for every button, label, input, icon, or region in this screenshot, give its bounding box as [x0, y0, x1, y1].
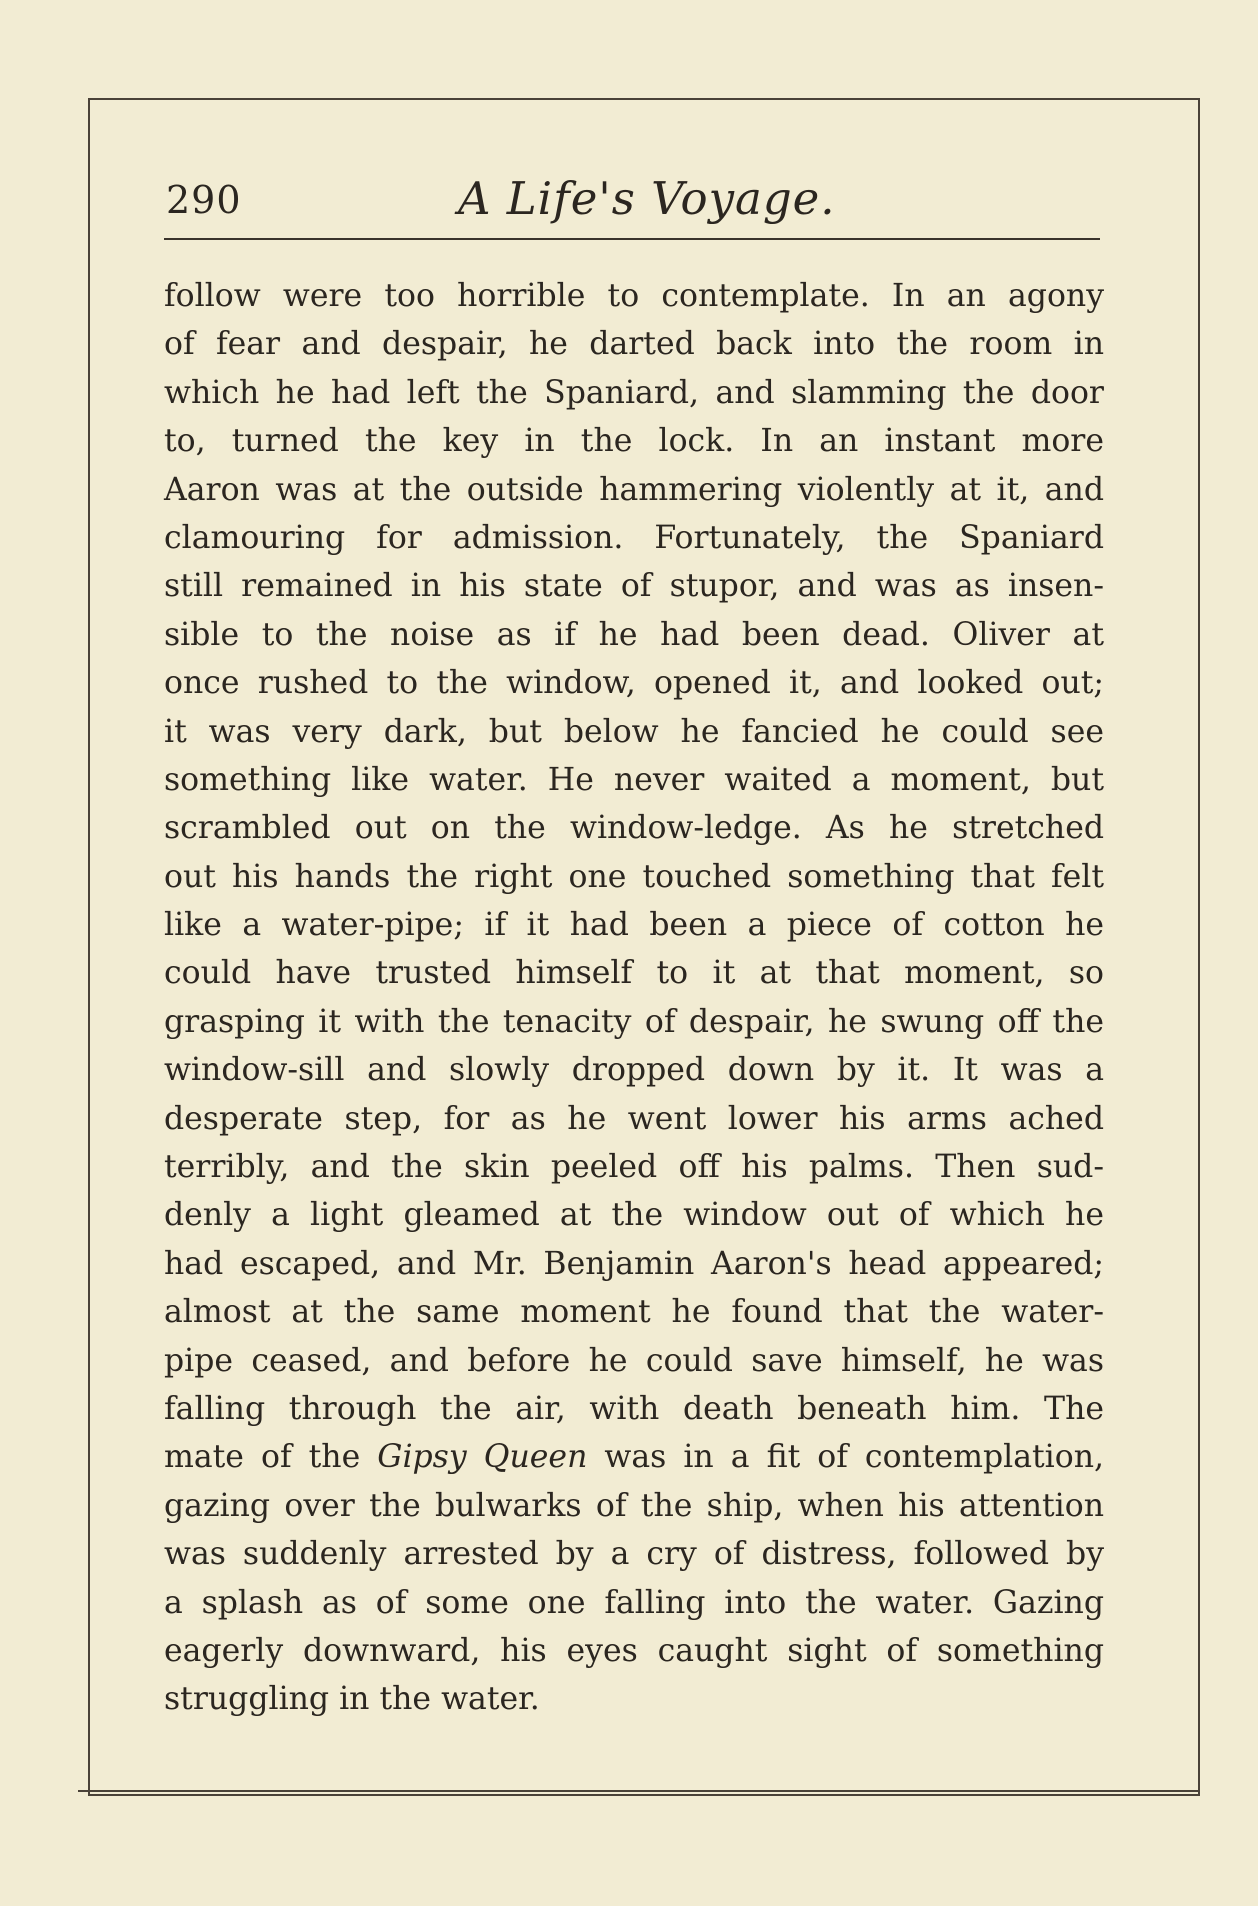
text-line: follow were too horrible to contemplate. In an agony	[164, 278, 1104, 314]
header-rule	[164, 238, 1100, 240]
text-line-last: struggling in the water.	[164, 1681, 540, 1718]
text-line: which he had left the Spaniard, and slamming the door	[164, 374, 1104, 411]
page-number: 290	[166, 178, 242, 222]
text-line: sible to the noise as if he had been dead. Oliver at	[164, 616, 1104, 653]
text-line: still remained in his state of stupor, and was as insen-	[164, 568, 1104, 605]
text-line-with-ship-name	[164, 1433, 1104, 1481]
text-line: like a water-pipe; if it had been a piece of cotton he	[164, 907, 1104, 944]
text-line: something like water. He never waited a moment, but	[164, 761, 1104, 798]
text-line: scrambled out on the window-ledge. As he stretched	[164, 810, 1104, 847]
text-line: could have trusted himself to it at that moment, so	[164, 955, 1104, 992]
text-line: had escaped, and Mr. Benjamin Aaron's head appeared;	[164, 1245, 1104, 1282]
text-line: was suddenly arrested by a cry of distress, followed by	[164, 1536, 1104, 1573]
text-line: eagerly downward, his eyes caught sight of something	[164, 1632, 1104, 1669]
text-line: it was very dark, but below he fancied he could see	[164, 713, 1104, 750]
text-line: almost at the same moment he found that the water-	[164, 1294, 1104, 1331]
text-line: out his hands the right one touched something that felt	[164, 858, 1104, 895]
line-segment: mate of the	[164, 1439, 378, 1476]
text-line: of fear and despair, he darted back into the room in	[164, 326, 1104, 363]
text-line: falling through the air, with death beneath him. The	[164, 1390, 1104, 1427]
text-line: window-sill and slowly dropped down by it. It was a	[164, 1052, 1104, 1089]
text-line: a splash as of some one falling into the water. Gazing	[164, 1584, 1104, 1621]
page-header	[166, 170, 1098, 230]
body-text	[164, 272, 1104, 1724]
text-line: pipe ceased, and before he could save himself, he was	[164, 1342, 1104, 1379]
text-line: gazing over the bulwarks of the ship, when his attention	[164, 1487, 1104, 1524]
text-line: once rushed to the window, opened it, and looked out;	[164, 665, 1104, 702]
text-line: to, turned the key in the lock. In an instant more	[164, 423, 1104, 460]
text-line: denly a light gleamed at the window out of which he	[164, 1197, 1104, 1234]
running-title: A Life's Voyage.	[458, 172, 836, 225]
ship-name: Gipsy Queen	[377, 1439, 588, 1476]
text-line: Aaron was at the outside hammering violently at it, and	[164, 471, 1104, 508]
text-line: desperate step, for as he went lower his arms ached	[164, 1100, 1104, 1137]
bottom-border-rule	[78, 1790, 1198, 1792]
text-line: clamouring for admission. Fortunately, the Spaniard	[164, 519, 1104, 556]
text-line: terribly, and the skin peeled off his palms. Then sud-	[164, 1149, 1104, 1186]
text-line: grasping it with the tenacity of despair, he swung off the	[164, 1003, 1104, 1040]
line-segment: was in a fit of contemplation,	[587, 1439, 1105, 1476]
